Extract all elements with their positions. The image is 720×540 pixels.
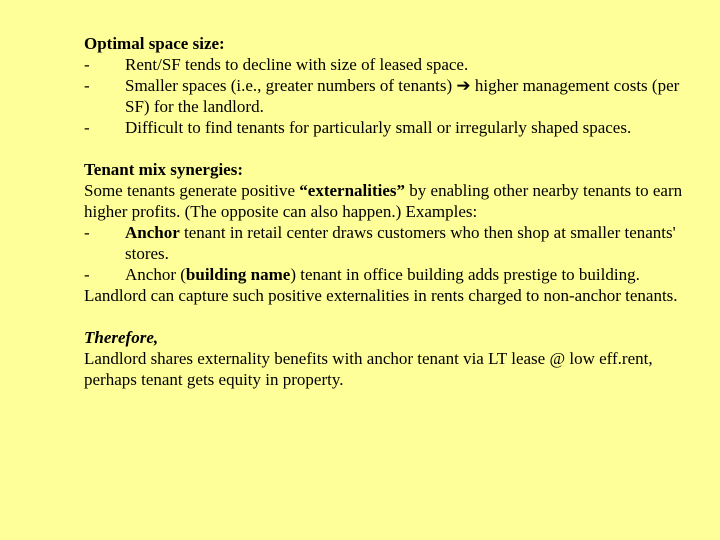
slide-content <box>84 33 684 390</box>
bullet-text: Difficult to find tenants for particularly small or irregularly shaped spaces. <box>125 118 632 137</box>
heading-optimal-space-size: Optimal space size: <box>84 34 225 53</box>
bullet-text: Rent/SF tends to decline with size of leased space. <box>125 55 469 74</box>
text-bold: building name <box>185 265 291 284</box>
spacer <box>84 138 684 159</box>
bullet-dash: - <box>84 118 90 137</box>
text-part: Anchor ( <box>125 265 186 284</box>
text-part: Some tenants generate positive <box>84 181 300 200</box>
bullet-anchor-office <box>84 264 684 285</box>
right-arrow-icon: ➔ <box>456 76 471 95</box>
text-bold: “externalities” <box>299 181 406 200</box>
paragraph-conclusion: Landlord shares externality benefits with anchor tenant via LT lease @ low eff.rent, perhaps tenant gets equity in property. <box>84 349 653 389</box>
text-part: by enabling other nearby tenants to earn higher profits. (The opposite can also happen.) Examples: <box>84 181 683 221</box>
text-bold: Anchor <box>125 223 180 242</box>
heading-tenant-mix-synergies: Tenant mix synergies: <box>84 160 243 179</box>
bullet-difficult-tenants <box>84 117 684 138</box>
bullet-dash: - <box>84 265 90 284</box>
text-part: ) tenant in office building adds prestige to building. <box>290 265 640 284</box>
bullet-dash: - <box>84 76 90 95</box>
heading-therefore: Therefore, <box>84 328 159 347</box>
bullet-dash: - <box>84 55 90 74</box>
bullet-dash: - <box>84 223 90 242</box>
bullet-smaller-spaces <box>84 75 684 117</box>
bullet-text <box>125 264 684 285</box>
bullet-rent-decline <box>84 54 684 75</box>
paragraph-externalities-intro <box>84 180 684 222</box>
text-part: tenant in retail center draws customers who then shop at smaller tenants' stores. <box>125 223 676 263</box>
paragraph-landlord-capture: Landlord can capture such positive externalities in rents charged to non-anchor tenants. <box>84 286 678 305</box>
bullet-text <box>125 222 684 264</box>
spacer <box>84 306 684 327</box>
bullet-text-part: higher management costs (per SF) for the landlord. <box>125 76 680 116</box>
bullet-text-part: Smaller spaces (i.e., greater numbers of tenants) <box>125 76 457 95</box>
bullet-anchor-retail <box>84 222 684 264</box>
bullet-text <box>125 75 684 117</box>
